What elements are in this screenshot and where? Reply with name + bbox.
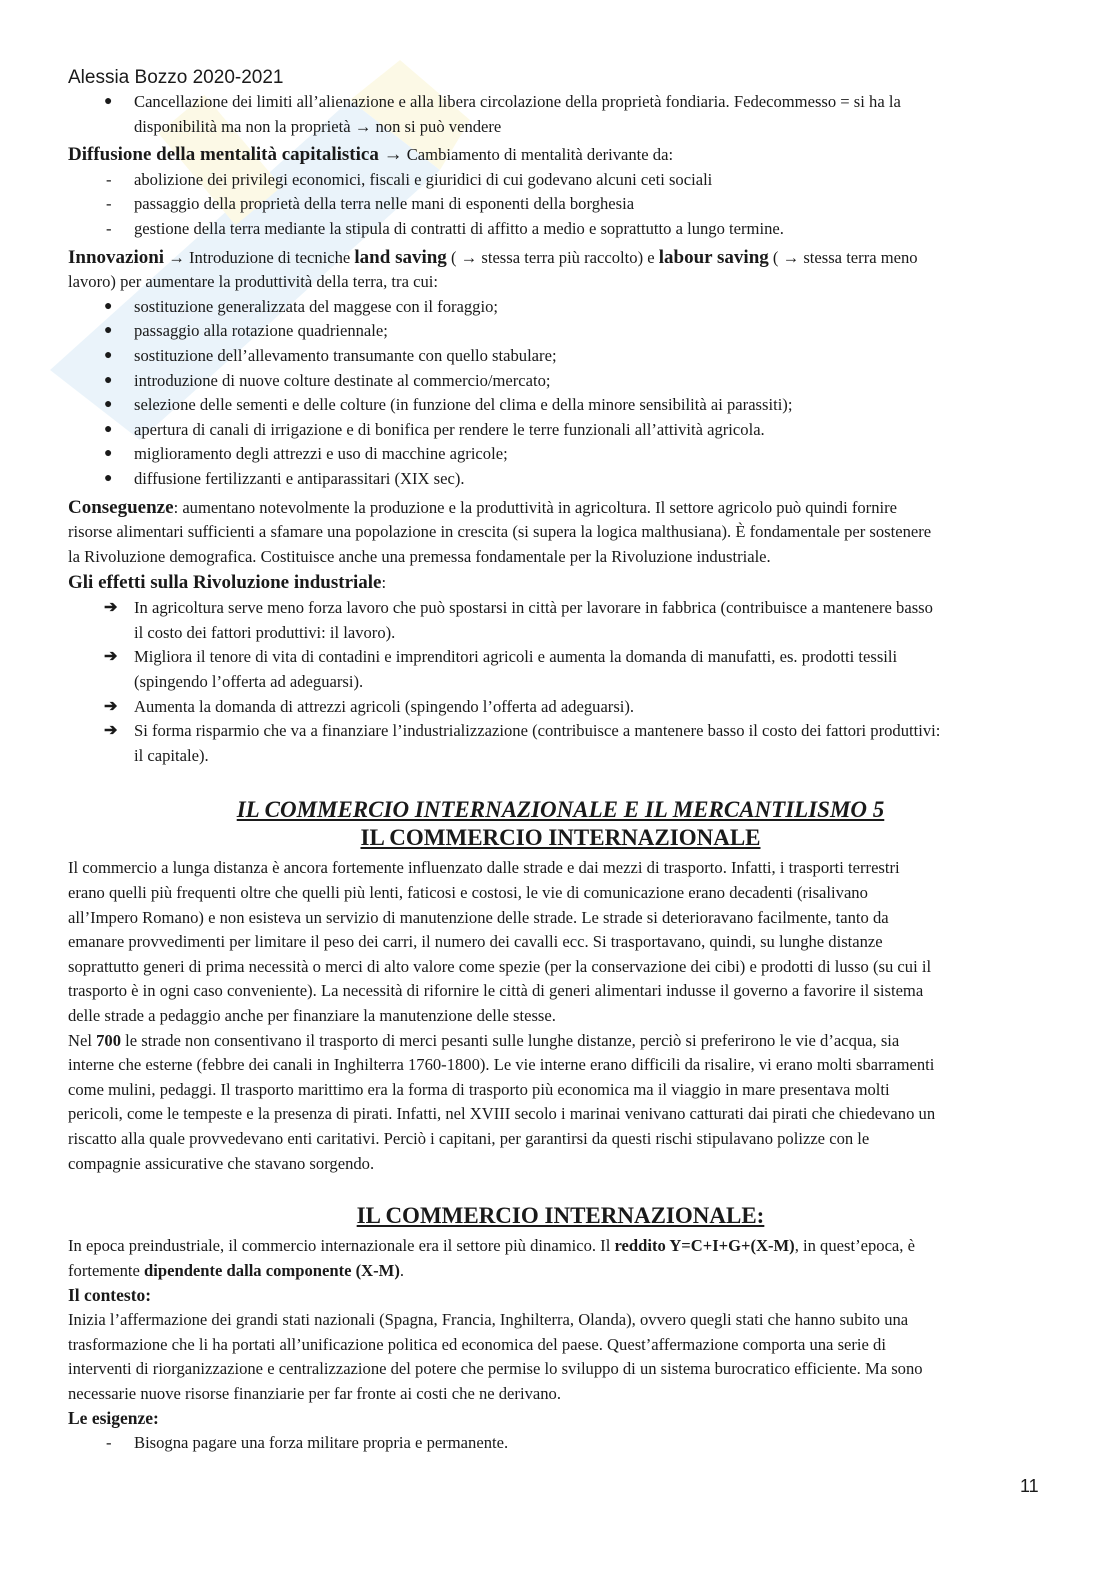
conseguenze-paragraph: Conseguenze: aumentano notevolmente la produzione e la produttività in agricoltura. Il settore agricolo può quindi fornire risorse alimentari sufficienti a sfamare una popolazione in crescita (si supera la logica malthusiana). È fondamentale per sostenere la Rivoluzione demografica. Costituisce anche una premessa fondamentale per la Rivoluzione industriale. bbox=[68, 496, 932, 566]
list-item: ● diffusione fertilizzanti e antiparassitari (XIX sec). bbox=[68, 467, 1053, 492]
subsection-heading: Il contesto: bbox=[68, 1285, 152, 1306]
effetti-heading-line: Gli effetti sulla Rivoluzione industriale: bbox=[68, 572, 387, 594]
bullet-icon: ● bbox=[104, 298, 113, 314]
reddito-paragraph: In epoca preindustriale, il commercio internazionale era il settore più dinamico. Il reddito Y=C+I+G+(X-M), in quest’epoca, è fortemente dipendente dalla componente (X-M). bbox=[68, 1236, 915, 1280]
bullet-icon: ● bbox=[104, 397, 113, 413]
arrow-icon: ➔ bbox=[104, 722, 118, 740]
page-content bbox=[68, 66, 1053, 1456]
subsection-heading: Le esigenze: bbox=[68, 1408, 159, 1429]
bullet-icon: ● bbox=[104, 323, 113, 339]
bullet-icon: ● bbox=[104, 421, 113, 437]
top-bullet-list bbox=[68, 90, 1053, 139]
section-title: IL COMMERCIO INTERNAZIONALE: bbox=[356, 1203, 765, 1229]
section-title: IL COMMERCIO INTERNAZIONALE bbox=[360, 825, 761, 851]
bullet-icon: ● bbox=[104, 446, 113, 462]
page-number: 11 bbox=[1020, 1476, 1039, 1496]
section-heading: Innovazioni bbox=[68, 246, 165, 268]
list-item: - gestione della terra mediante la stipula di contratti di affitto a medio e soprattutto a lungo termine. bbox=[106, 218, 784, 238]
bullet-icon: ● bbox=[104, 470, 113, 486]
chapter-title: IL COMMERCIO INTERNAZIONALE E IL MERCANTILISMO 5 bbox=[236, 797, 885, 823]
list-item: ● Cancellazione dei limiti all’alienazione e alla libera circolazione della proprietà fondiaria. Fedecommesso = si ha la disponibilità ma non la proprietà → non si può vendere bbox=[104, 92, 901, 136]
list-item: - Bisogna pagare una forza militare propria e permanente. bbox=[106, 1432, 509, 1452]
innovazioni-paragraph: Innovazioni → Introduzione di tecniche land saving ( → stessa terra più raccolto) e labour saving ( → stessa terra meno lavoro) per aumentare la produttività della terra, tra cui: bbox=[68, 246, 918, 292]
list-item: ➔ Migliora il tenore di vita di contadini e imprenditori agricoli e aumenta la domanda di manufatti, es. prodotti tessili (spingendo l’offerta ad adeguarsi). bbox=[104, 647, 898, 692]
list-item: ➔ Aumenta la domanda di attrezzi agricoli (spingendo l’offerta ad adeguarsi). bbox=[68, 695, 1053, 720]
author-header: Alessia Bozzo 2020-2021 bbox=[68, 67, 284, 88]
bullet-icon: ● bbox=[104, 94, 113, 109]
list-item: ● miglioramento degli attrezzi e uso di macchine agricole; bbox=[68, 442, 1053, 467]
arrow-icon: ➔ bbox=[104, 697, 118, 715]
list-item: ● sostituzione dell’allevamento transumante con quello stabulare; bbox=[68, 344, 1053, 369]
effetti-list bbox=[68, 596, 1053, 768]
section-heading: Conseguenze bbox=[68, 496, 174, 518]
section-heading: Gli effetti sulla Rivoluzione industriale bbox=[68, 572, 382, 594]
list-item: ● sostituzione generalizzata del maggese con il foraggio; bbox=[68, 295, 1053, 320]
bullet-icon: ● bbox=[104, 347, 113, 363]
list-item: ● introduzione di nuove colture destinate al commercio/mercato; bbox=[68, 369, 1053, 394]
list-item: ● passaggio alla rotazione quadriennale; bbox=[68, 319, 1053, 344]
list-item: - passaggio della proprietà della terra nelle mani di esponenti della borghesia bbox=[106, 194, 635, 214]
section-heading: Diffusione della mentalità capitalistica → bbox=[68, 144, 403, 166]
mentalita-list bbox=[68, 168, 1053, 242]
arrow-icon: ➔ bbox=[104, 599, 118, 617]
list-item: ➔ In agricoltura serve meno forza lavoro che può spostarsi in città per lavorare in fabbrica (contribuisce a mantenere basso il costo dei fattori produttivi: il lavoro). bbox=[104, 598, 933, 642]
list-item: ● apertura di canali di irrigazione e di bonifica per rendere le terre funzionali all’attività agricola. bbox=[68, 418, 1053, 443]
list-item: ● selezione delle sementi e delle colture (in funzione del clima e della minore sensibilità ai parassiti); bbox=[68, 393, 1053, 418]
arrow-icon: ➔ bbox=[104, 648, 118, 666]
mentalita-heading-line: Diffusione della mentalità capitalistica → Cambiamento di mentalità derivante da: bbox=[68, 144, 674, 166]
contesto-paragraph: Inizia l’affermazione dei grandi stati nazionali (Spagna, Francia, Inghilterra, Olanda), ovvero quegli stati che hanno subito una trasformazione che li ha portati all’unificazione politica ed economica del paese. Quest’affermazione comporta una serie di interventi di riorganizzazione e centralizzazione del potere che permise lo sviluppo di un sistema burocratico efficiente. Ma sono necessarie nuove risorse finanziarie per far fronte ai costi che ne derivano. bbox=[68, 1309, 923, 1403]
innovazioni-list bbox=[68, 295, 1053, 492]
commercio-paragraph: Il commercio a lunga distanza è ancora fortemente influenzato dalle strade e dai mezzi di trasporto. Infatti, i trasporti terrestri erano quelli più frequenti oltre che quelli più lenti, faticosi e costosi, le vie di comunicazione erano decadenti (risalivano all’Impero Romano) e non esisteva un servizio di manutenzione delle strade. Le strade si deterioravano facilmente, tanto da emanare provvedimenti per limitare il peso dei carri, il numero dei cavalli ecc. Si trasportavano, quindi, su lunghe distanze soprattutto generi di prima necessità o merci di alto valore come spezie (per la conservazione dei cibi) e prodotti di lusso (su cui il trasporto è in ogni caso conveniente). La necessità di rifornire le città di generi alimentari indusse il governo a favorire il sistema delle strade a pedaggio anche per finanziare la manutenzione delle stesse. bbox=[68, 858, 932, 1025]
bullet-icon: ● bbox=[104, 372, 113, 388]
list-item: - abolizione dei privilegi economici, fiscali e giuridici di cui godevano alcuni ceti sociali bbox=[106, 169, 713, 189]
list-item: ➔ Si forma risparmio che va a finanziare l’industrializzazione (contribuisce a mantenere basso il costo dei fattori produttivi: il capitale). bbox=[104, 721, 941, 765]
trasporti-paragraph: Nel 700 le strade non consentivano il trasporto di merci pesanti sulle lunghe distanze, perciò si preferirono le vie d’acqua, sia interne che esterne (febbre dei canali in Inghilterra 1760-1800). Le vie interne erano difficili da risalire, vi erano molti sbarramenti come mulini, pedaggi. Il trasporto marittimo era la forma di trasporto più economica ma il viaggio in mare presentava molti pericoli, come le tempeste e la presenza di pirati. Infatti, nel XVIII secolo i marinai venivano catturati dai pirati che chiedevano un riscatto alla quale provvedevano enti caritativi. Perciò i capitani, per garantirsi da questi rischi stipulavano polizze con le compagnie assicurative che stavano sorgendo. bbox=[68, 1030, 936, 1173]
esigenze-list bbox=[68, 1431, 1053, 1456]
